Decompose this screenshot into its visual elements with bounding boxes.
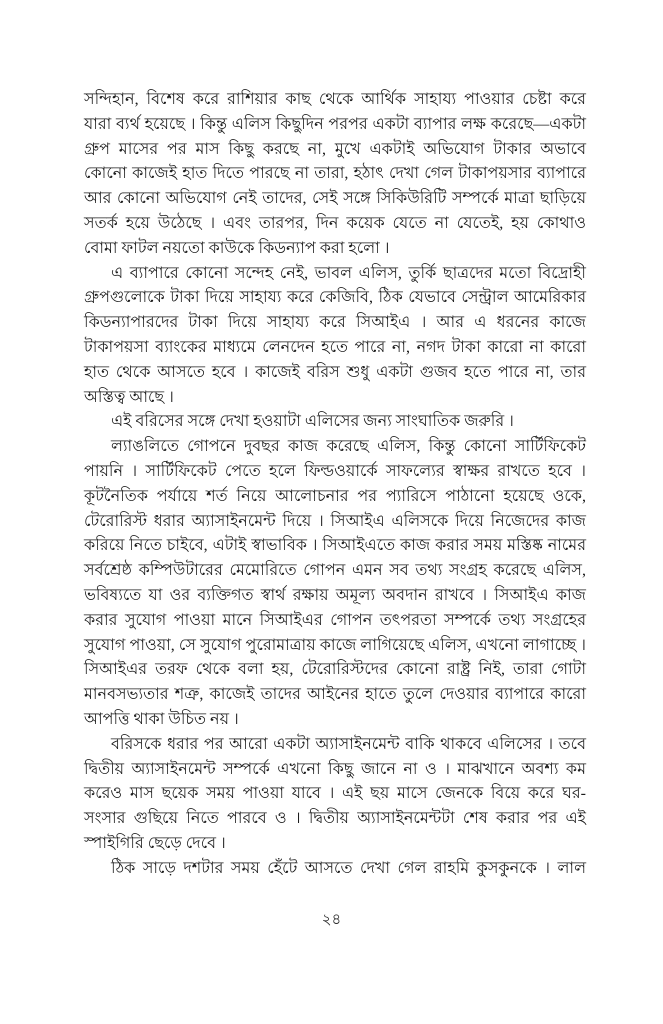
paragraph [84, 435, 586, 733]
text-line: কোনো কাজেই হাত দিতে পারছে না তারা, হঠাৎ দেখা গেল টাকাপয়সার ব্যাপারে [84, 165, 586, 183]
text-line: দ্বিতীয় অ্যাসাইনমেন্ট সম্পর্কে এখনো কিছু জানে না ও । মাঝখানে অবশ্য কম [84, 760, 586, 778]
text-line: পায়নি । সার্টিফিকেট পেতে হলে ফিল্ডওয়ার্কে সাফল্যের স্বাক্ষর রাখতে হবে । [84, 462, 586, 480]
text-line: ঠিক সাড়ে দশটার সময় হেঁটে আসতে দেখা গেল রাহমি কুসকুনকে । লাল [111, 859, 586, 877]
text-line: আর কোনো অভিযোগ নেই তাদের, সেই সঙ্গে সিকিউরিটি সম্পর্কে মাত্রা ছাড়িয়ে [84, 190, 586, 208]
text-line: করেও মাস ছয়েক সময় পাওয়া যাবে । এই ছয় মাসে জেনকে বিয়ে করে ঘর- [84, 785, 586, 803]
text-line: হাত থেকে আসতে হবে । কাজেই বরিস শুধু একটা গুজব হতে পারে না, তার [84, 363, 586, 381]
paragraph [84, 857, 586, 882]
paragraph [84, 88, 586, 262]
page-number: ২৪ [321, 912, 342, 928]
text-line: টাকাপয়সা ব্যাংকের মাধ্যমে লেনদেন হতে পারে না, নগদ টাকা কারো না কারো [84, 338, 586, 356]
text-line: গ্রুপ মাসের পর মাস কিছু করছে না, মুখে একটাই অভিযোগ টাকার অভাবে [84, 140, 586, 158]
text-line: যারা ব্যর্থ হয়েছে । কিন্তু এলিস কিছুদিন পরপর একটা ব্যাপার লক্ষ করেছে—একটা [84, 115, 586, 133]
text-line: সংসার গুছিয়ে নিতে পারবে ও । দ্বিতীয় অ্যাসাইনমেন্টটা শেষ করার পর এই [84, 810, 586, 828]
paragraph [84, 733, 586, 857]
text-line: ভবিষ্যতে যা ওর ব্যক্তিগত স্বার্থ রক্ষায় অমূল্য অবদান রাখবে । সিআইএ কাজ [84, 586, 586, 604]
text-line: মানবসভ্যতার শত্রু, কাজেই তাদের আইনের হাতে তুলে দেওয়ার ব্যাপারে কারো [84, 686, 586, 704]
text-line: বরিসকে ধরার পর আরো একটা অ্যাসাইনমেন্ট বাকি থাকবে এলিসের । তবে [111, 735, 586, 753]
text-line: করিয়ে নিতে চাইবে, এটাই স্বাভাবিক । সিআইএতে কাজ করার সময় মস্তিষ্ক নামের [84, 537, 586, 555]
text-line: সন্দিহান, বিশেষ করে রাশিয়ার কাছ থেকে আর্থিক সাহায্য পাওয়ার চেষ্টা করে [84, 91, 586, 108]
text-line: টেরোরিস্ট ধরার অ্যাসাইনমেন্ট দিয়ে । সিআইএ এলিসকে দিয়ে নিজেদের কাজ [84, 512, 586, 530]
text-line: স্পাইগিরি ছেড়ে দেবে । [84, 834, 226, 852]
text-line: সিআইএর তরফ থেকে বলা হয়, টেরোরিস্টদের কোনো রাষ্ট্র নিই, তারা গোটা [84, 661, 586, 679]
text-line: আপত্তি থাকা উচিত নয় । [84, 710, 239, 728]
text-line: বোমা ফাটল নয়তো কাউকে কিডন্যাপ করা হলো । [84, 239, 390, 257]
text-line: সর্বশ্রেষ্ঠ কম্পিউটারের মেমোরিতে গোপন এমন সব তথ্য সংগ্রহ করেছে এলিস, [84, 562, 586, 580]
text-line: এই বরিসের সঙ্গে দেখা হওয়াটা এলিসের জন্য সাংঘাতিক জরুরি । [111, 413, 514, 431]
text-line: এ ব্যাপারে কোনো সন্দেহ নেই, ভাবল এলিস, তুর্কি ছাত্রদের মতো বিদ্রোহী [111, 264, 586, 282]
text-line: সুযোগ পাওয়া, সে সুযোগ পুরোমাত্রায় কাজে লাগিয়েছে এলিস, এখনো লাগাচ্ছে । [84, 636, 586, 654]
text-line: করার সুযোগ পাওয়া মানে সিআইএর গোপন তৎপরতা সম্পর্কে তথ্য সংগ্রহের [84, 611, 586, 629]
text-block [84, 88, 586, 882]
text-line: ল্যাঙলিতে গোপনে দুবছর কাজ করেছে এলিস, কিন্তু কোনো সার্টিফিকেট [111, 438, 586, 456]
text-line: কিডন্যাপারদের টাকা দিয়ে সাহায্য করে সিআইএ । আর এ ধরনের কাজে [84, 314, 586, 332]
paragraph [84, 262, 586, 411]
paragraph [84, 410, 586, 435]
text-line: গ্রুপগুলোকে টাকা দিয়ে সাহায্য করে কেজিবি, ঠিক যেভাবে সেন্ট্রাল আমেরিকার [84, 289, 586, 307]
text-line: কূটনৈতিক পর্যায়ে শর্ত নিয়ে আলোচনার পর প্যারিসে পাঠানো হয়েছে ওকে, [84, 487, 586, 505]
text-line: সতর্ক হয়ে উঠেছে । এবং তারপর, দিন কয়েক যেতে না যেতেই, হয় কোথাও [84, 214, 586, 232]
text-line: অস্তিত্ব আছে । [84, 388, 174, 406]
